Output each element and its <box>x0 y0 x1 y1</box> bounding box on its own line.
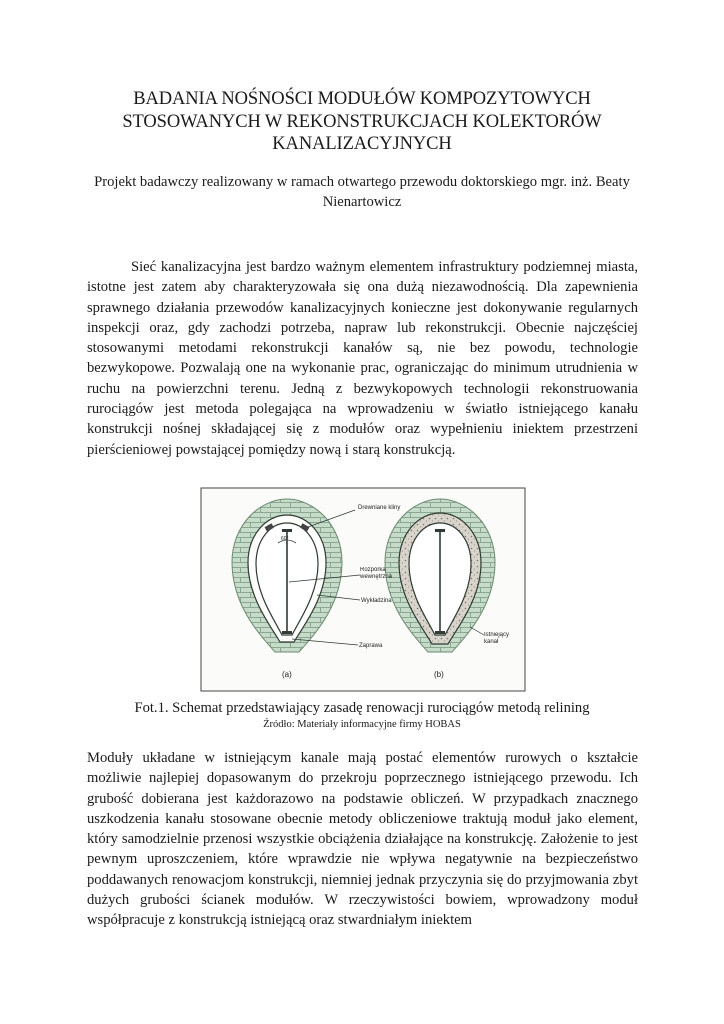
label-wedges: Drewniane kliny <box>358 505 401 511</box>
figure-caption: Fot.1. Schemat przedstawiający zasadę renowacji rurociągów metodą relining <box>134 700 590 716</box>
intro-paragraph: Sieć kanalizacyjna jest bardzo ważnym elementem infrastruktury podziemnej miasta, istotne jest zatem aby charakteryzowała się ona dużą niezawodnością. Dla zapewnienia sprawnego działania przewodów kanalizacyjnych konieczne jest dokonywanie regularnych inspekcji oraz, gdy zachodzi potrzeba, napraw lub rekonstrukcji. Obecnie najczęściej stosowanymi metodami rekonstrukcji kanałów są, nie bez powodu, technologie bezwykopowe. Pozwalają one na wykonanie prac, ograniczając do minimum utrudnienia w ruchu na powierzchni terenu. Jedną z bezwykopowych technologii rekonstruowania rurociągów jest metoda polegająca na wprowadzeniu w światło istniejącego kanału konstrukcji nośnej składającej się z modułów oraz wypełnieniu iniektem przestrzeni pierścieniowej powstającej pomiędzy nową i starą konstrukcją. <box>87 259 638 458</box>
label-panel-b: (b) <box>434 670 444 679</box>
label-grout: Zaprawa <box>359 643 383 649</box>
document-subtitle: Projekt badawczy realizowany w ramach otwartego przewodu doktorskiego mgr. inż. Beaty Nienartowicz <box>94 174 630 210</box>
label-angle: 60° <box>281 536 289 542</box>
label-existing: Istniejący kanał <box>484 632 510 645</box>
figure-source: Źródło: Materiały informacyjne firmy HOBAS <box>263 719 461 730</box>
document-title: BADANIA NOŚNOŚCI MODUŁÓW KOMPOZYTOWYCH STOSOWANYCH W REKONSTRUKCJACH KOLEKTORÓW KANALIZACYJNYCH <box>122 89 602 154</box>
label-strut: Rozpórka wewnętrzna <box>360 567 393 580</box>
label-lining: Wykładzina <box>361 598 392 604</box>
label-panel-a: (a) <box>282 670 292 679</box>
relining-diagram <box>200 487 526 692</box>
body-paragraph: Moduły układane w istniejącym kanale mają postać elementów rurowych o kształcie możliwie najlepiej dopasowanym do przekroju poprzecznego istniejącego przewodu. Ich grubość dobierana jest każdorazowo na podstawie obliczeń. W przypadkach znacznego uszkodzenia kanału stosowane obecnie metody obliczeniowe traktują moduł jako element, który samodzielnie przenosi wszystkie obciążenia działające na konstrukcję. Założenie to jest pewnym uproszczeniem, które wprawdzie nie wpływa negatywnie na bezpieczeństwo poddawanych renowacjom konstrukcji, niemniej jednak przyczynia się do przyjmowania zbyt dużych grubości ścianek modułów. W rzeczywistości bowiem, wprowadzony moduł współpracuje z konstrukcją istniejącą oraz stwardniałym iniektem <box>87 750 638 929</box>
